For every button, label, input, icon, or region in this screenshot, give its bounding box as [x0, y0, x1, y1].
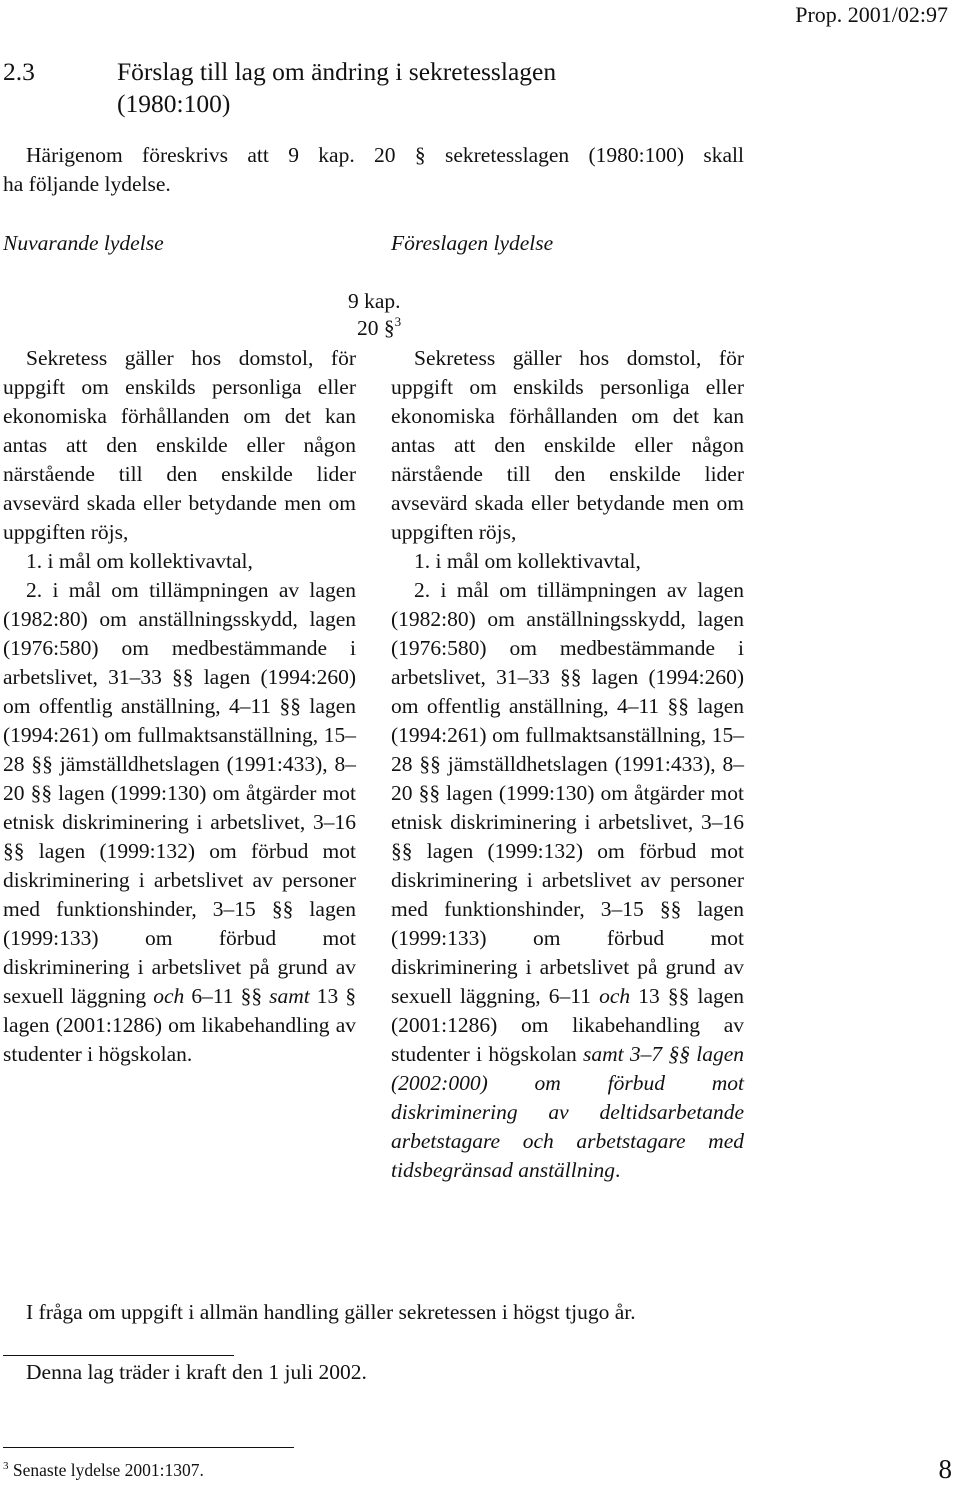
intro-text: Härigenom föreskrivs att 9 kap. 20 § sekretesslagen (1980:100) skall	[26, 143, 744, 167]
footnote-text: Senaste lydelse 2001:1307.	[12, 1460, 204, 1480]
current-wording-heading: Nuvarande lydelse	[3, 231, 164, 255]
section-title-continued: (1980:100)	[117, 89, 231, 118]
entry-into-force-text: Denna lag träder i kraft den 1 juli 2002.	[26, 1360, 367, 1384]
current-intro-paragraph: Sekretess gäller hos domstol, för uppgift om enskilds personliga eller ekonomiska förhållanden om det kan antas att den enskilde eller någon närstående till den enskilde lider avsevärd skada eller betydande men om uppgiften röjs,	[3, 346, 356, 544]
paragraph-number: 20 §	[357, 316, 395, 340]
proposed-item-1: 1. i mål om kollektivavtal,	[414, 549, 641, 573]
proposed-wording-heading: Föreslagen lydelse	[391, 231, 554, 255]
current-item-2-samt: samt	[269, 984, 310, 1008]
proposition-reference: Prop. 2001/02:97	[795, 2, 948, 27]
divider-line	[3, 1355, 234, 1356]
proposed-item-2-new-text: samt 3–7 §§ lagen (2002:000) om förbud mot diskriminering av deltidsarbetande arbetstagare och arbetstagare med tidsbegränsad anställning	[391, 1042, 744, 1182]
secrecy-duration-text: I fråga om uppgift i allmän handling gäller sekretessen i högst tjugo år.	[26, 1300, 636, 1324]
footnote-divider	[3, 1447, 294, 1448]
footnote-number: 3	[3, 1460, 9, 1472]
current-item-2-text: 2. i mål om tillämpningen av lagen (1982:80) om anställningsskydd, lagen (1976:580) om medbestämmande i arbetslivet, 31–33 §§ lagen (1994:260) om offentlig anställning, 4–11 §§ lagen (1994:261) om fullmaktsanställning, 15–28 §§ jämställdhetslagen (1991:433), 8–20 §§ lagen (1999:130) om åtgärder mot etnisk diskriminering i arbetslivet, 3–16 §§ lagen (1999:132) om förbud mot diskriminering i arbetslivet av personer med funktionshinder, 3–15 §§ lagen (1999:133) om förbud mot diskriminering i arbetslivet på grund av sexuell läggning	[3, 578, 356, 1008]
proposed-item-2	[391, 576, 744, 1185]
current-wording-column	[3, 344, 356, 1069]
current-item-2-och: och	[153, 984, 185, 1008]
proposed-wording-column	[391, 344, 744, 1185]
intro-text-continued: ha följande lydelse.	[3, 172, 171, 196]
proposed-item-2-text-b: 13 §§ lagen (2001:1286) om likabehandling av studenter i högskolan	[391, 984, 745, 1066]
section-number: 2.3	[3, 57, 35, 86]
current-item-1: 1. i mål om kollektivavtal,	[26, 549, 253, 573]
proposed-intro-paragraph: Sekretess gäller hos domstol, för uppgift om enskilds personliga eller ekonomiska förhållanden om det kan antas att den enskilde eller någon närstående till den enskilde lider avsevärd skada eller betydande men om uppgiften röjs,	[391, 346, 744, 544]
footnote	[3, 1460, 204, 1481]
section-heading	[3, 56, 556, 88]
current-item-2-text-b: 6–11 §§	[191, 984, 263, 1008]
proposed-item-2-text: 2. i mål om tillämpningen av lagen (1982:80) om anställningsskydd, lagen (1976:580) om medbestämmande i arbetslivet, 31–33 §§ lagen (1994:260) om offentlig anställning, 4–11 §§ lagen (1994:261) om fullmaktsanställning, 15–28 §§ jämställdhetslagen (1991:433), 8–20 §§ lagen (1999:130) om åtgärder mot etnisk diskriminering i arbetslivet, 3–16 §§ lagen (1999:132) om förbud mot diskriminering i arbetslivet av personer med funktionshinder, 3–15 §§ lagen (1999:133) om förbud mot diskriminering i arbetslivet på grund av sexuell läggning, 6–11	[391, 578, 744, 1008]
chapter-label: 9 kap.	[348, 289, 401, 313]
section-title: Förslag till lag om ändring i sekretesslagen	[117, 57, 557, 86]
proposed-item-2-och: och	[599, 984, 631, 1008]
proposed-item-2-end: .	[614, 1158, 621, 1182]
paragraph-label	[357, 316, 401, 341]
page-number: 8	[938, 1454, 952, 1484]
current-item-2-text-c: 13 § lagen (2001:1286) om likabehandling av studenter i högskolan.	[3, 984, 357, 1066]
current-item-2	[3, 576, 356, 1069]
footnote-reference: 3	[394, 314, 402, 329]
